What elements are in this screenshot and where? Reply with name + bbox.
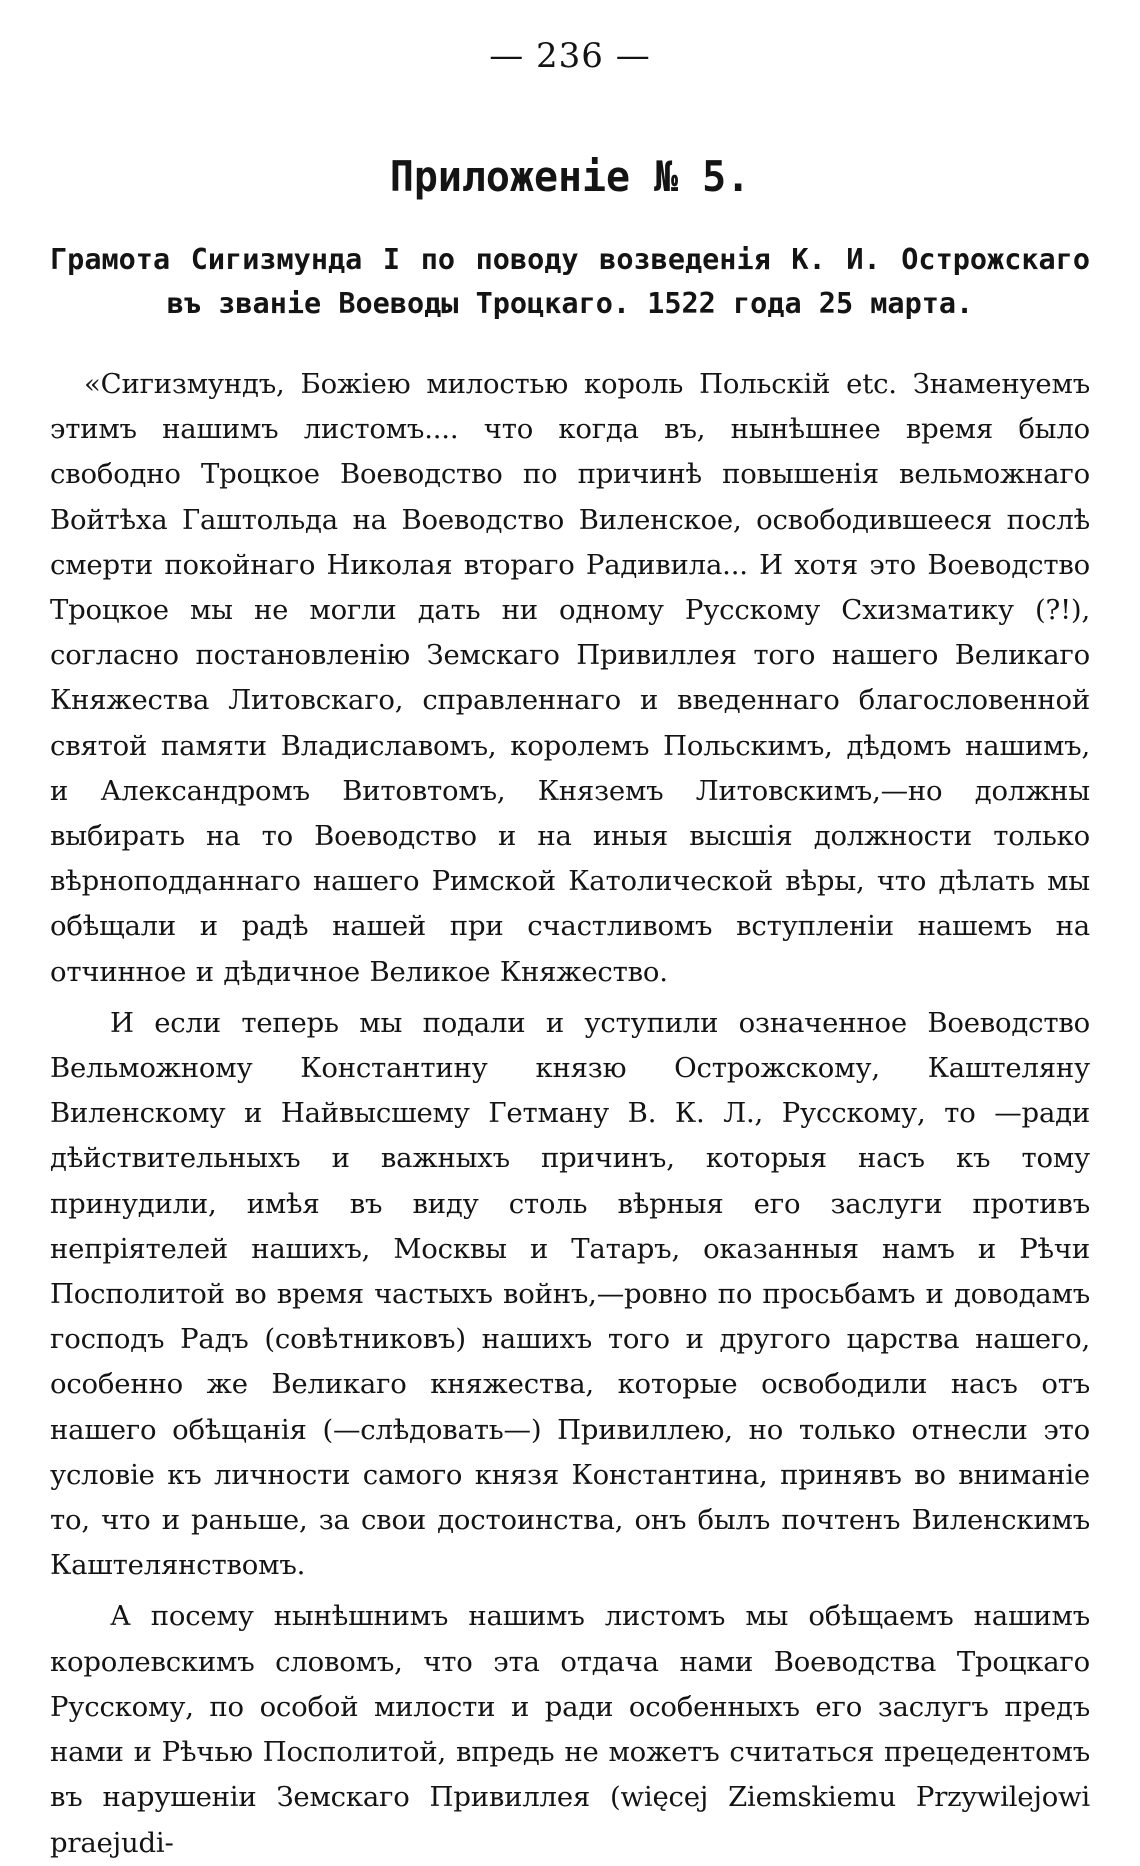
appendix-title: Приложенiе № 5. <box>389 152 751 201</box>
paragraph-1: «Сигизмундъ, Божiею милостью король Польскiй etc. Знаменуемъ этимъ нашимъ листомъ.... что когда въ, нынѣшнее время было свободно Троцкое Воеводство по причинѣ повышенiя вельможнаго Войтѣха Гаштольда на Воеводство Виленское, освободившееся послѣ смерти покойнаго Николая втораго Радивила... И хотя это Воеводство Троцкое мы не могли дать ни одному Русскому Схизматику (?!), согласно постановленiю Земскаго Привиллея того нашего Великаго Княжества Литовскаго, справленнаго и введеннаго благословенной святой памяти Владиславомъ, королемъ Польскимъ, дѣдомъ нашимъ, и Александромъ Витовтомъ, Княземъ Литовскимъ,—но должны выбирать на то Воеводство и на иныя высшiя должности только вѣрноподданнаго нашего Римской Католической вѣры, что дѣлать мы обѣщали и радѣ нашей при счастливомъ вступленiи нашемъ на отчинное и дѣдичное Великое Княжество. <box>50 368 1090 988</box>
paragraph-2: И если теперь мы подали и уступили означенное Воеводство Вельможному Константину князю Острожскому, Каштеляну Виленскому и Найвысшему Гетману В. К. Л., Русскому, то —ради дѣйствительныхъ и важныхъ причинъ, которыя насъ къ тому принудили, имѣя въ виду столь вѣрныя его заслуги противъ непрiятелей нашихъ, Москвы и Татаръ, оказанныя намъ и Рѣчи Посполитой во время частыхъ войнъ,—ровно по просьбамъ и доводамъ господъ Радъ (совѣтниковъ) нашихъ того и другого царства нашего, особенно же Великаго княжества, которые освободили насъ отъ нашего обѣщанiя (—слѣдовать—) Привиллею, но только отнесли это условiе къ личности самого князя Константина, принявъ во вниманiе то, что и раньше, за свои достоинства, онъ былъ почтенъ Виленскимъ Каштелянствомъ. <box>50 1006 1090 1582</box>
paragraph-3: А посему нынѣшнимъ нашимъ листомъ мы обѣщаемъ нашимъ королевскимъ словомъ, что эта отдача нами Воеводства Троцкаго Русскому, по особой милости и ради особенныхъ его заслугъ предъ нами и Рѣчью Посполитой, впредь не можетъ считаться прецедентомъ въ нарушенiи Земскаго Привиллея (więcej Ziemskiemu Przywilejowi praejudi- <box>50 1600 1090 1859</box>
page-number: — 236 — <box>489 36 651 76</box>
document-title: Грамота Сигизмунда I по поводу возведенiя К. И. Острожскаго въ званiе Воеводы Троцкаго. 1522 года 25 марта. <box>50 243 1090 320</box>
body-text <box>50 362 1090 1866</box>
book-page <box>50 36 1090 1859</box>
